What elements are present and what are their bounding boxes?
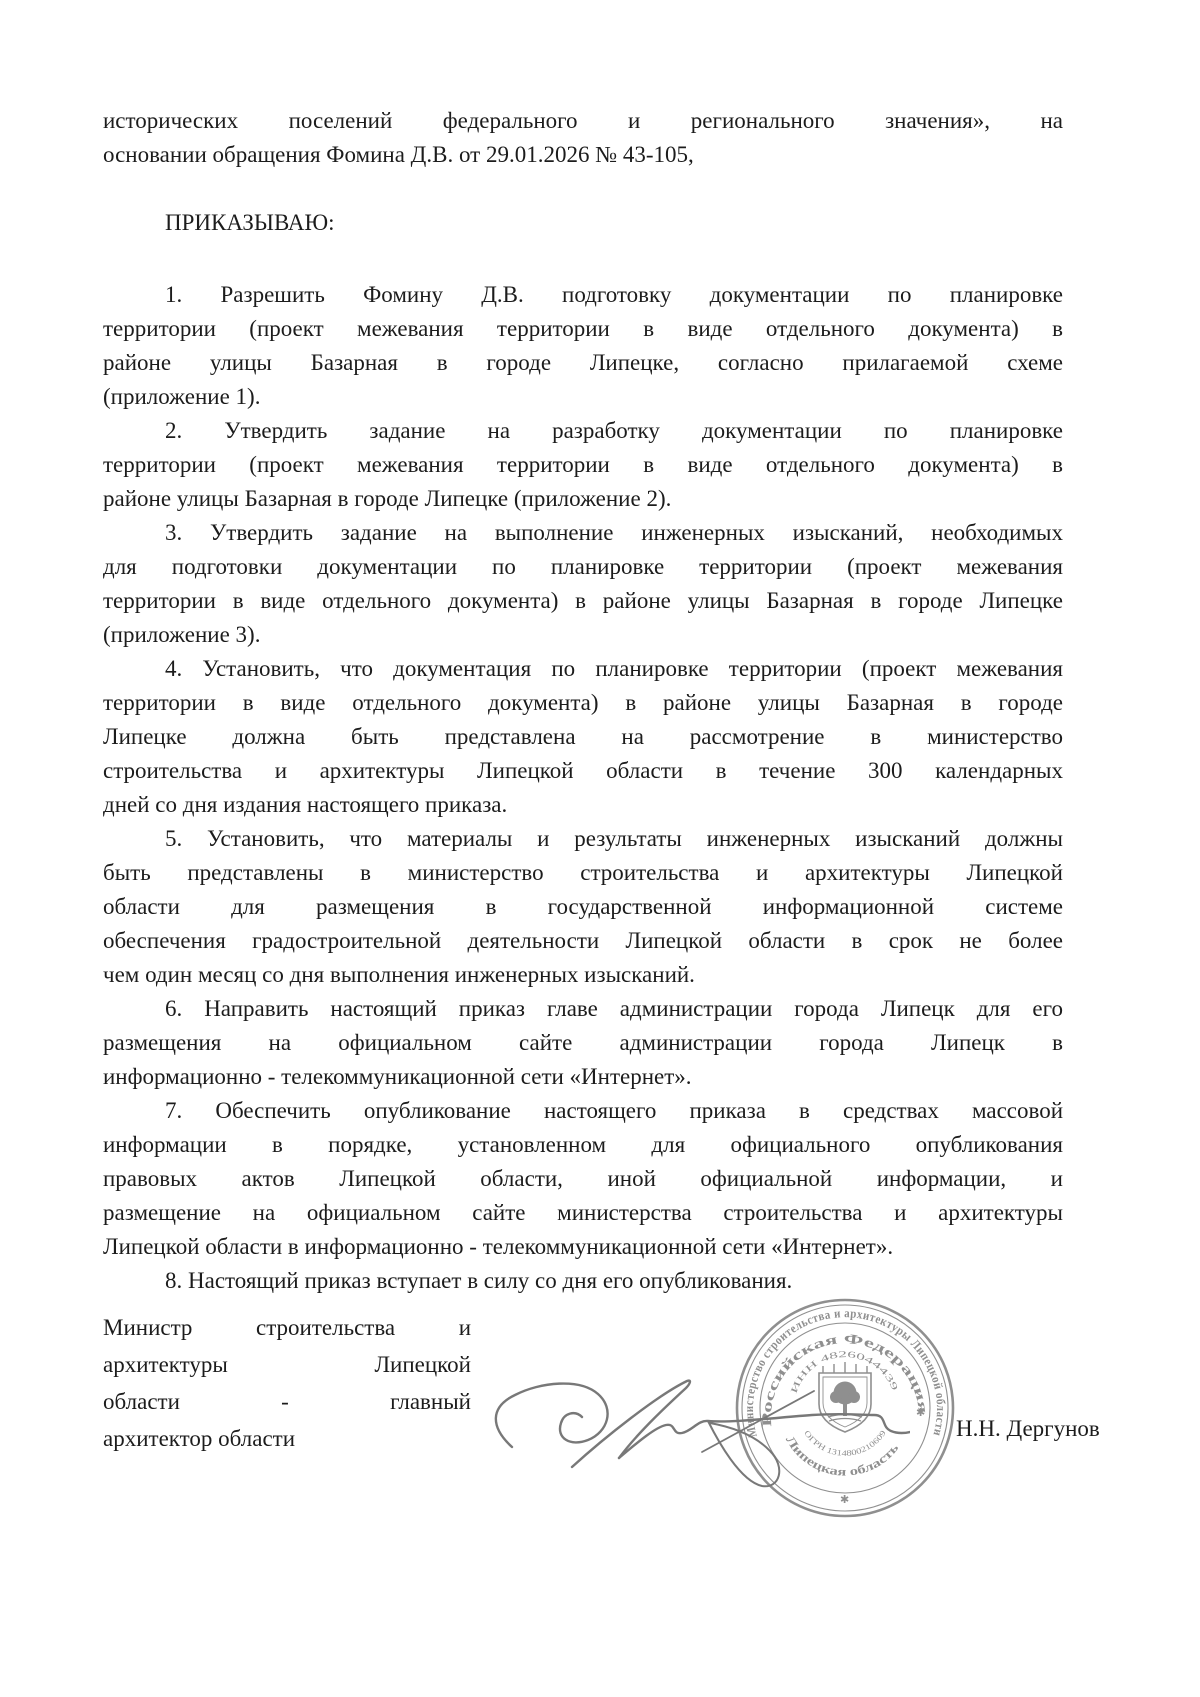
- paragraph-line: 2. Утвердить задание на разработку документации по планировке: [165, 418, 1063, 443]
- stamp-ogrn-text: ОГРН 1314800210609: [802, 1428, 888, 1458]
- header-line: исторических поселений федерального и регионального значения», на: [103, 108, 1063, 133]
- paragraph-line: информационно - телекоммуникационной сети «Интернет».: [103, 1064, 692, 1089]
- stamp-region-text: Липецкая область: [783, 1433, 900, 1479]
- paragraph-line: чем один месяц со дня выполнения инженерных изысканий.: [103, 962, 695, 987]
- paragraph-line: обеспечения градостроительной деятельности Липецкой области в срок не более: [103, 928, 1063, 953]
- paragraph-line: Липецке должна быть представлена на рассмотрение в министерство: [103, 724, 1063, 749]
- paragraph-line: (приложение 1).: [103, 384, 261, 409]
- paragraph-line: территории (проект межевания территории в виде отдельного документа) в: [103, 452, 1063, 477]
- paragraph-line: 8. Настоящий приказ вступает в силу со дня его опубликования.: [165, 1268, 793, 1293]
- paragraph: [103, 652, 1063, 822]
- paragraph: [103, 278, 1063, 414]
- paragraph: [103, 414, 1063, 516]
- stamp-star-bottom: ✱: [840, 1494, 850, 1506]
- signatory-name: Н.Н. Дергунов: [956, 1416, 1100, 1441]
- stamp-inn-text: ИНН 4826044439: [788, 1349, 899, 1395]
- paragraph: [103, 992, 1063, 1094]
- paragraph-line: районе улицы Базарная в городе Липецке (приложение 2).: [103, 486, 672, 511]
- paragraph-line: Липецкой области в информационно - телекоммуникационной сети «Интернет».: [103, 1234, 894, 1259]
- paragraph: [103, 1094, 1063, 1264]
- paragraph: [103, 822, 1063, 992]
- document-body: [103, 104, 1063, 1298]
- paragraph-line: территории (проект межевания территории в виде отдельного документа) в: [103, 316, 1063, 341]
- paragraph-line: 4. Установить, что документация по планировке территории (проект межевания: [165, 656, 1063, 681]
- paragraph-line: размещение на официальном сайте министерства строительства и архитектуры: [103, 1200, 1063, 1225]
- paragraph-line: информации в порядке, установленном для официального опубликования: [103, 1132, 1063, 1157]
- paragraph: [103, 516, 1063, 652]
- paragraph-line: 1. Разрешить Фомину Д.В. подготовку документации по планировке: [165, 282, 1063, 307]
- signature-tail: [619, 1414, 910, 1458]
- signature-loop: [708, 1421, 779, 1486]
- paragraph-line: территории в виде отдельного документа) в районе улицы Базарная в городе: [103, 690, 1063, 715]
- signature-title: [103, 1309, 471, 1457]
- paragraph-line: 5. Установить, что материалы и результаты инженерных изысканий должны: [165, 826, 1063, 851]
- paragraph-line: быть представлены в министерство строительства и архитектуры Липецкой: [103, 860, 1063, 885]
- paragraph-line: области для размещения в государственной информационной системе: [103, 894, 1063, 919]
- signature-spiral: [496, 1384, 608, 1447]
- paragraph-line: правовых актов Липецкой области, иной официальной информации, и: [103, 1166, 1063, 1191]
- paragraph-line: строительства и архитектуры Липецкой области в течение 300 календарных: [103, 758, 1063, 783]
- order-keyword: ПРИКАЗЫВАЮ:: [165, 210, 335, 235]
- paragraph-line: размещения на официальном сайте администрации города Липецк в: [103, 1030, 1063, 1055]
- spacer: [103, 172, 1063, 206]
- paragraph-line: 3. Утвердить задание на выполнение инженерных изысканий, необходимых: [165, 520, 1063, 545]
- signature-title-line: области - главный: [103, 1389, 471, 1414]
- signature-title-line: архитектуры Липецкой: [103, 1352, 471, 1377]
- header-line: основании обращения Фомина Д.В. от 29.01.2026 № 43-105,: [103, 142, 694, 167]
- paragraph-line: дней со дня издания настоящего приказа.: [103, 792, 508, 817]
- signature-slash: [572, 1381, 690, 1467]
- paragraph-line: для подготовки документации по планировке территории (проект межевания: [103, 554, 1063, 579]
- paragraph-line: (приложение 3).: [103, 622, 261, 647]
- paragraph-line: районе улицы Базарная в городе Липецке, согласно прилагаемой схеме: [103, 350, 1063, 375]
- spacer: [103, 240, 1063, 274]
- paragraph-line: территории в виде отдельного документа) в районе улицы Базарная в городе Липецке: [103, 588, 1063, 613]
- stamp-country-text: Российская Федерация: [758, 1330, 931, 1428]
- stamp-ring-text: Министерство строительства и архитектуры Липецкой области: [741, 1306, 949, 1439]
- signature-title-line: Министр строительства и: [103, 1315, 471, 1340]
- signature-title-line: архитектор области: [103, 1426, 296, 1451]
- paragraph-line: 6. Направить настоящий приказ главе администрации города Липецк для его: [165, 996, 1063, 1021]
- stamp-star-right: ✱: [916, 1407, 926, 1419]
- signature-scribble: [440, 1255, 910, 1495]
- paragraph-line: 7. Обеспечить опубликование настоящего приказа в средствах массовой: [165, 1098, 1063, 1123]
